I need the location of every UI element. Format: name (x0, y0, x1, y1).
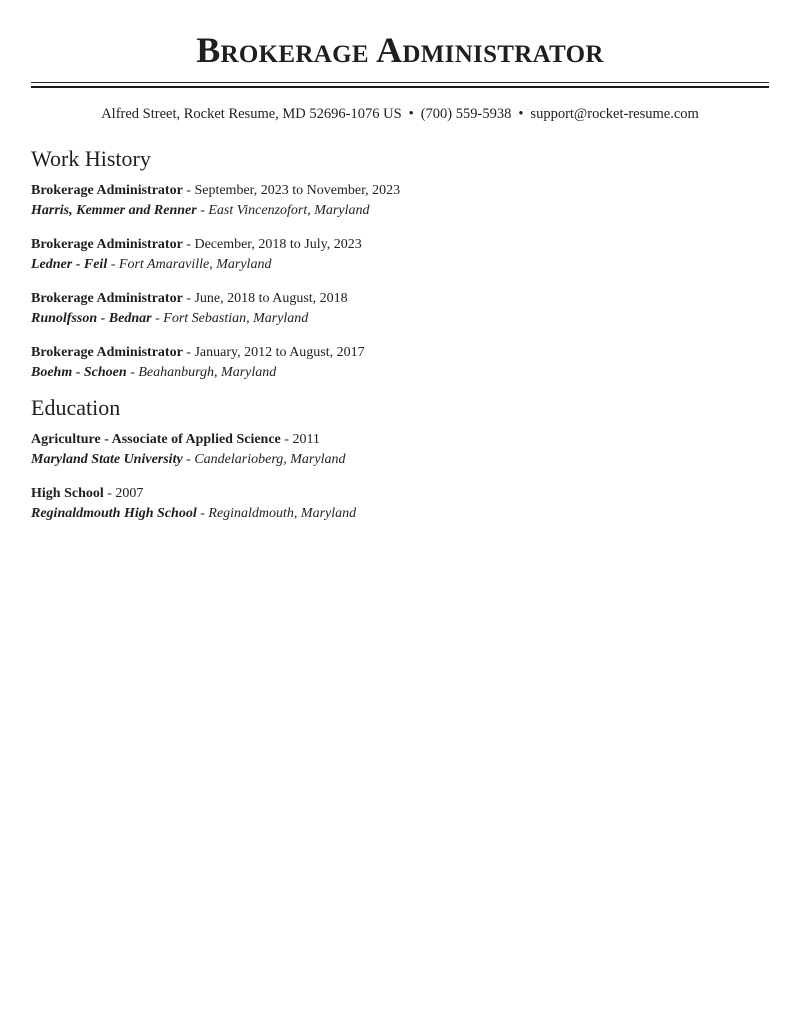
dash: - (182, 452, 195, 467)
work-entry (31, 289, 769, 329)
company-location: East Vincenzofort, Maryland (208, 203, 370, 218)
company-location: Fort Amaraville, Maryland (118, 257, 272, 272)
dash: - (182, 291, 195, 306)
company-name: Boehm - Schoen (31, 365, 127, 380)
dash: - (103, 486, 116, 501)
work-history-list (31, 181, 769, 383)
work-entry (31, 181, 769, 221)
company-name: Runolfsson - Bednar (31, 311, 152, 326)
job-dates: September, 2023 to November, 2023 (194, 183, 401, 198)
resume-name: Brokerage Administrator (196, 30, 604, 70)
graduation-year: 2011 (292, 432, 320, 447)
degree: High School (31, 486, 104, 501)
job-title: Brokerage Administrator (31, 237, 183, 252)
dash: - (182, 345, 195, 360)
education-heading: Education (31, 395, 121, 420)
dash: - (182, 237, 195, 252)
company-name: Ledner - Feil (31, 257, 108, 272)
contact-phone: (700) 559-5938 (420, 106, 512, 122)
job-title: Brokerage Administrator (31, 345, 183, 360)
education-entry (31, 484, 769, 524)
dash: - (196, 506, 209, 521)
work-entry (31, 235, 769, 275)
degree: Agriculture - Associate of Applied Science (31, 432, 281, 447)
job-dates: December, 2018 to July, 2023 (194, 237, 362, 252)
dash: - (280, 432, 293, 447)
resume-page (31, 0, 769, 524)
contact-email: support@rocket-resume.com (530, 106, 699, 122)
dash: - (107, 257, 119, 272)
school-name: Reginaldmouth High School (31, 506, 197, 521)
contact-address: Alfred Street, Rocket Resume, MD 52696-1076 US (101, 106, 402, 122)
company-name: Harris, Kemmer and Renner (31, 203, 197, 218)
school-name: Maryland State University (31, 452, 183, 467)
dash: - (151, 311, 164, 326)
job-title: Brokerage Administrator (31, 183, 183, 198)
company-location: Beahanburgh, Maryland (138, 365, 277, 380)
header-rule-top (31, 82, 769, 83)
graduation-year: 2007 (115, 486, 144, 501)
school-location: Candelarioberg, Maryland (194, 452, 346, 467)
contact-separator: • (408, 106, 414, 122)
education-entry (31, 430, 769, 470)
company-location: Fort Sebastian, Maryland (163, 311, 309, 326)
job-title: Brokerage Administrator (31, 291, 183, 306)
contact-line (31, 104, 769, 124)
job-dates: June, 2018 to August, 2018 (194, 291, 348, 306)
contact-separator: • (518, 106, 524, 122)
header-rule-bottom (31, 86, 769, 88)
education-list (31, 430, 769, 524)
job-dates: January, 2012 to August, 2017 (194, 345, 365, 360)
work-history-heading: Work History (31, 146, 151, 171)
dash: - (126, 365, 139, 380)
dash: - (196, 203, 209, 218)
school-location: Reginaldmouth, Maryland (208, 506, 357, 521)
work-entry (31, 343, 769, 383)
dash: - (182, 183, 195, 198)
